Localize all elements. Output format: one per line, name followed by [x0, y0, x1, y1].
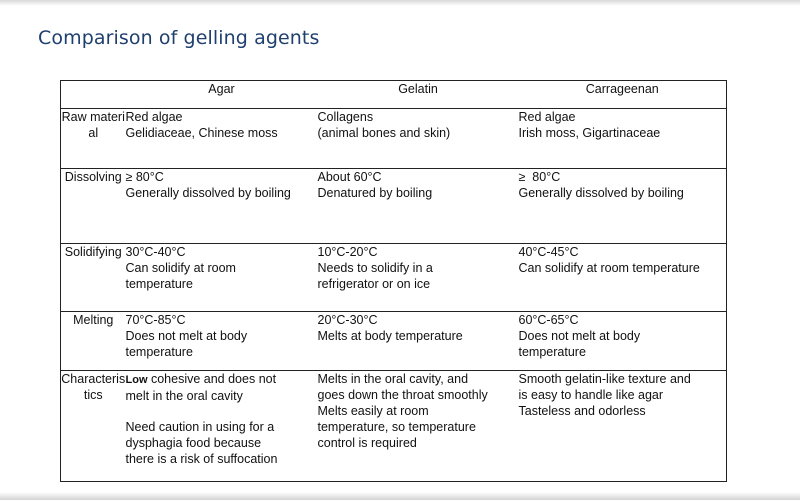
column-header-agar: Agar	[126, 81, 318, 109]
table-row-raw-material	[61, 109, 727, 169]
cell-line: 30°C-40°C	[125, 245, 186, 259]
cell-line: temperature	[518, 345, 586, 359]
row-header-melting: Melting	[61, 312, 126, 371]
cell-melting-agar	[126, 312, 318, 371]
row-header-characteristics: Characteristics	[61, 371, 126, 482]
cell-line: temperature, so temperature	[317, 420, 476, 434]
cell-line: Denatured by boiling	[317, 186, 433, 200]
cell-line: temperature	[125, 277, 193, 291]
cell-line: 60°C-65°C	[518, 313, 579, 327]
cell-line: 10°C-20°C	[317, 245, 378, 259]
cell-line: Generally dissolved by boiling	[125, 186, 291, 200]
cell-line: Can solidify at room	[125, 261, 236, 275]
cell-line: Red algae	[125, 110, 183, 124]
cell-line: About 60°C	[317, 170, 382, 184]
cell-line: Gelidiaceae, Chinese moss	[125, 126, 278, 140]
cell-line: Can solidify at room temperature	[518, 261, 700, 275]
cell-line: Tasteless and odorless	[518, 404, 646, 418]
cell-line: Needs to solidify in a	[317, 261, 433, 275]
cell-line: melt in the oral cavity	[125, 389, 243, 403]
slide-top-edge	[0, 0, 800, 6]
table-header-row	[61, 81, 727, 109]
page-title: Comparison of gelling agents	[38, 27, 320, 49]
cell-line: Melts at body temperature	[317, 329, 463, 343]
cell-raw-material-gelatin	[318, 109, 519, 169]
emphasis-word: Low	[125, 374, 148, 386]
cell-line	[126, 371, 318, 388]
row-header-solidifying: Solidifying	[61, 244, 126, 312]
paragraph-gap	[126, 404, 318, 419]
column-header-carrageenan: Carrageenan	[519, 81, 727, 109]
cell-solidifying-agar	[126, 244, 318, 312]
cell-line: Irish moss, Gigartinaceae	[518, 126, 661, 140]
cell-solidifying-carrageenan	[519, 244, 727, 312]
cell-line: temperature	[125, 345, 193, 359]
cell-line: there is a risk of suffocation	[125, 452, 278, 466]
cell-raw-material-carrageenan	[519, 109, 727, 169]
cell-line: goes down the throat smoothly	[317, 388, 488, 402]
cell-line: 40°C-45°C	[518, 245, 579, 259]
row-header-raw-material: Raw material	[61, 109, 126, 169]
cell-line: control is required	[317, 436, 417, 450]
cell-melting-gelatin	[318, 312, 519, 371]
column-header-gelatin: Gelatin	[318, 81, 519, 109]
corner-cell	[61, 81, 126, 109]
cell-line: Generally dissolved by boiling	[518, 186, 684, 200]
table-row-characteristics	[61, 371, 727, 482]
cell-line: refrigerator or on ice	[317, 277, 431, 291]
table-row-dissolving	[61, 169, 727, 244]
cell-line: Does not melt at body	[125, 329, 248, 343]
cell-line: ≥ 80°C	[518, 170, 561, 184]
cell-line: Melts in the oral cavity, and	[317, 372, 469, 386]
cell-characteristics-gelatin	[318, 371, 519, 482]
cell-line: dysphagia food because	[125, 436, 262, 450]
cell-line: (animal bones and skin)	[317, 126, 451, 140]
cell-dissolving-agar	[126, 169, 318, 244]
comparison-table	[60, 80, 727, 482]
cell-line: Need caution in using for a	[125, 420, 275, 434]
cell-characteristics-carrageenan	[519, 371, 727, 482]
cell-characteristics-agar	[126, 371, 318, 482]
table-row-melting	[61, 312, 727, 371]
cell-line: Smooth gelatin-like texture and	[518, 372, 691, 386]
cell-raw-material-agar	[126, 109, 318, 169]
cell-line: ≥ 80°C	[125, 170, 164, 184]
slide-bottom-edge	[0, 492, 800, 500]
cell-dissolving-carrageenan	[519, 169, 727, 244]
cell-solidifying-gelatin	[318, 244, 519, 312]
cell-line: Does not melt at body	[518, 329, 641, 343]
cell-text: cohesive and does not	[147, 372, 277, 386]
table-row-solidifying	[61, 244, 727, 312]
cell-line: Red algae	[518, 110, 576, 124]
cell-line: is easy to handle like agar	[518, 388, 664, 402]
cell-line: Collagens	[317, 110, 374, 124]
cell-line: Melts easily at room	[317, 404, 429, 418]
cell-line: 20°C-30°C	[317, 313, 378, 327]
cell-dissolving-gelatin	[318, 169, 519, 244]
cell-melting-carrageenan	[519, 312, 727, 371]
cell-line: 70°C-85°C	[125, 313, 186, 327]
row-header-dissolving: Dissolving	[61, 169, 126, 244]
